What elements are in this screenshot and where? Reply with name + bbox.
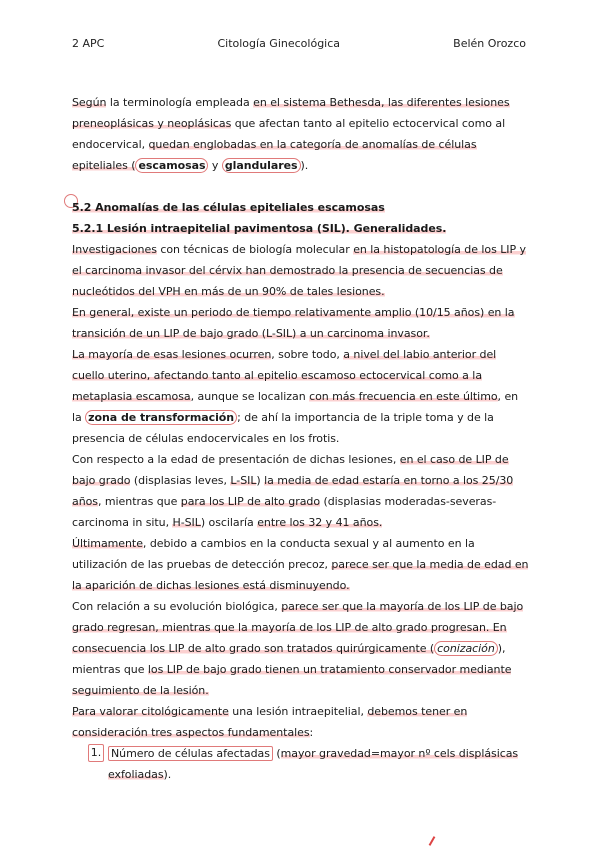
document-body	[72, 92, 530, 785]
paragraph-evolution: Con relación a su evolución biológica, parece ser que la mayoría de los LIP de bajo grado regresan, mientras que la mayoría de los LIP de alto grado progresan. En consecuencia los LIP de alto grado son tratados quirúrgicamente ( conización ), mientras que los LIP de bajo grado tienen un tratamiento conservador mediante seguimiento de la lesión.	[72, 600, 524, 697]
header-subject: Citología Ginecológica	[217, 37, 341, 50]
section-heading: 5.2 Anomalías de las células epiteliales escamosas	[72, 201, 385, 214]
pen-stroke-mark	[429, 836, 436, 846]
paragraph-research: Investigaciones con técnicas de biología molecular en la histopatología de los LIP y el carcinoma invasor del cérvix han demostrado la presencia de secuencias de nucleótidos del VPH en más de un 90% de tales lesiones.	[72, 243, 526, 298]
paragraph-location: La mayoría de esas lesiones ocurren, sobre todo, a nivel del labio anterior del cuello uterino, afectando tanto al epitelio escamoso ectocervical como a la metaplasia escamosa, aunque se localizan con más frecuencia en este último, en la zona de transformación ; de ahí la importancia de la triple toma y de la presencia de células endocervicales en los frotis.	[72, 348, 519, 445]
paragraph-age: Con respecto a la edad de presentación de dichas lesiones, en el caso de LIP de bajo grado (displasias leves, L-SIL) la media de edad estaría en torno a los 25/30 años, mientras que para los LIP de alto grado (displasias moderadas-severas-carcinoma in situ, H-SIL) oscilaría entre los 32 y 41 años.	[72, 453, 514, 529]
circled-word-glandulares: glandulares	[222, 158, 301, 173]
intro-paragraph: Según la terminología empleada en el sistema Bethesda, las diferentes lesiones preneoplásicas y neoplásicas que afectan tanto al epitelio ectocervical como al endocervical, quedan englobadas en la categoría de anomalías de células epiteliales ( escamosas y glandulares ).	[72, 96, 510, 172]
subsection-heading: 5.2.1 Lesión intraepitelial pavimentosa (SIL). Generalidades.	[72, 222, 447, 235]
aspects-list	[72, 743, 530, 785]
page-header	[72, 37, 526, 50]
circled-conizacion: conización	[434, 641, 498, 656]
paragraph-assessment: Para valorar citológicamente una lesión intraepitelial, debemos tener en consideración tres aspectos fundamentales:	[72, 705, 468, 739]
header-course: 2 APC	[72, 37, 105, 50]
paragraph-trends: Últimamente, debido a cambios en la conducta sexual y al aumento en la utilización de las pruebas de detección precoz, parece ser que la media de edad en la aparición de dichas lesiones está disminuyendo.	[72, 537, 529, 592]
header-author: Belén Orozco	[453, 37, 526, 50]
circled-word-escamosas: escamosas	[135, 158, 208, 173]
circled-zona-transformacion: zona de transformación	[85, 410, 237, 425]
list-item: 1. Número de células afectadas (mayor gravedad=mayor nº cels displásicas exfoliadas).	[108, 743, 530, 785]
list-number: 1.	[88, 744, 104, 762]
boxed-phrase: Número de células afectadas	[108, 746, 273, 761]
paragraph-general: En general, existe un periodo de tiempo relativamente amplio (10/15 años) en la transición de un LIP de bajo grado (L-SIL) a un carcinoma invasor.	[72, 306, 515, 340]
